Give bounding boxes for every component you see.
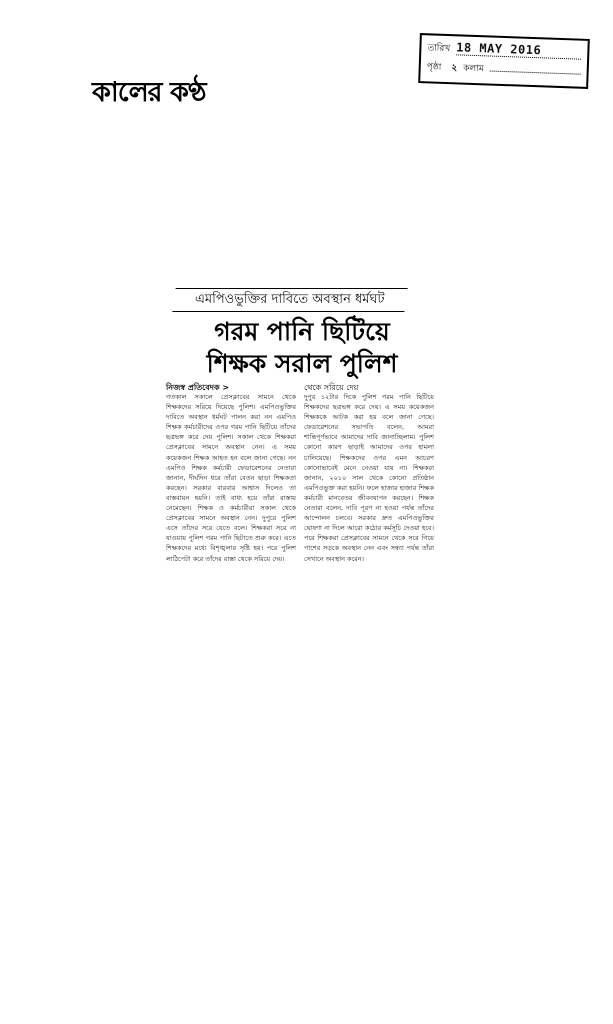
article-kicker-text: এমপিওভুক্তির দাবিতে অবস্থান ধর্মঘট — [195, 292, 385, 307]
stamp-page-row — [426, 59, 581, 84]
stamp-date-line — [456, 40, 582, 59]
article-kicker — [172, 288, 407, 312]
article-continued-note: থেকে সরিয়ে দেয় — [304, 383, 359, 392]
archive-stamp — [418, 33, 590, 89]
article-headline-line-2: শিক্ষক সরাল পুলিশ — [206, 349, 398, 378]
article-headline-line-1: গরম পানি ছিটিয়ে — [214, 317, 390, 346]
stamp-page-value: ২ — [451, 63, 458, 74]
article-column-left — [166, 392, 296, 647]
newspaper-masthead: কালের কণ্ঠ — [92, 77, 206, 108]
stamp-column-line — [490, 71, 581, 75]
article-column-left-text: গতকাল সকালে প্রেসক্লাবের সামনে থেকে শিক্ষকদের সরিয়ে দিয়েছে পুলিশ। এমপিওভুক্তির দাবিতে অবস্থান ধর্মঘট পালন করা নন এমপিও শিক্ষক কর্মচারীদের ওপর গরম পানি ছিটিয়ে তাঁদের ছত্রভঙ্গ করে দেয় পুলিশ। সকাল থেকে শিক্ষকরা প্রেসক্লাবের সামনে অবস্থান নেন। এ সময় কয়েকজন শিক্ষক আহত হন বলে জানা গেছে। নন এমপিও শিক্ষক কর্মচারী ফেডারেশনের নেতারা জানান, দীর্ঘদিন ধরে তাঁরা বেতন ছাড়া শিক্ষকতা করছেন। সরকার বারবার আশ্বাস দিলেও তা বাস্তবায়ন হয়নি। তাই বাধ্য হয়ে তাঁরা রাস্তায় নেমেছেন। শিক্ষক ও কর্মচারীরা সকাল থেকে প্রেসক্লাবের সামনে অবস্থান নেন। দুপুরে পুলিশ এসে তাঁদের সরে যেতে বলে। শিক্ষকরা সরে না যাওয়ায় পুলিশ গরম পানি ছিটাতে শুরু করে। এতে শিক্ষকদের মধ্যে বিশৃঙ্খলার সৃষ্টি হয়। পরে পুলিশ লাঠিপেটা করে তাঁদের রাস্তা থেকে সরিয়ে দেয়। — [166, 393, 296, 563]
stamp-column-label: কলাম — [462, 63, 484, 75]
article-column-right — [304, 392, 434, 647]
article-byline: নিজস্ব প্রতিবেদক > — [166, 383, 230, 392]
article-column-right-text: দুপুর ১২টার দিকে পুলিশ গরম পানি ছিটিয়ে শিক্ষকদের ছত্রভঙ্গ করে দেয়। এ সময় কয়েকজন শিক্ষককে আটক করা হয় বলে জানা গেছে। ফেডারেশনের সভাপতি বলেন, আমরা শান্তিপূর্ণভাবে আমাদের দাবি জানাচ্ছিলাম। পুলিশ কোনো কারণ ছাড়াই আমাদের ওপর হামলা চালিয়েছে। শিক্ষকদের ওপর এমন আচরণ কোনোভাবেই মেনে নেওয়া যায় না। শিক্ষকরা জানান, ২০১০ সাল থেকে কোনো প্রতিষ্ঠান এমপিওভুক্ত করা হয়নি। ফলে হাজার হাজার শিক্ষক কর্মচারী মানবেতর জীবনযাপন করছেন। শিক্ষক নেতারা বলেন, দাবি পূরণ না হওয়া পর্যন্ত তাঁদের আন্দোলন চলবে। সরকার দ্রুত এমপিওভুক্তির ঘোষণা না দিলে আরো কঠোর কর্মসূচি দেওয়া হবে। পরে শিক্ষকরা প্রেসক্লাবের সামনে থেকে সরে গিয়ে পাশের সড়কে অবস্থান নেন এবং সন্ধ্যা পর্যন্ত তাঁরা সেখানে অবস্থান করেন। — [304, 393, 434, 563]
stamp-page-label: পৃষ্ঠা — [426, 62, 442, 73]
stamp-date-value: 18 MAY 2016 — [456, 40, 542, 58]
news-clipping — [160, 280, 444, 650]
stamp-date-label: তারিখ — [427, 43, 451, 55]
